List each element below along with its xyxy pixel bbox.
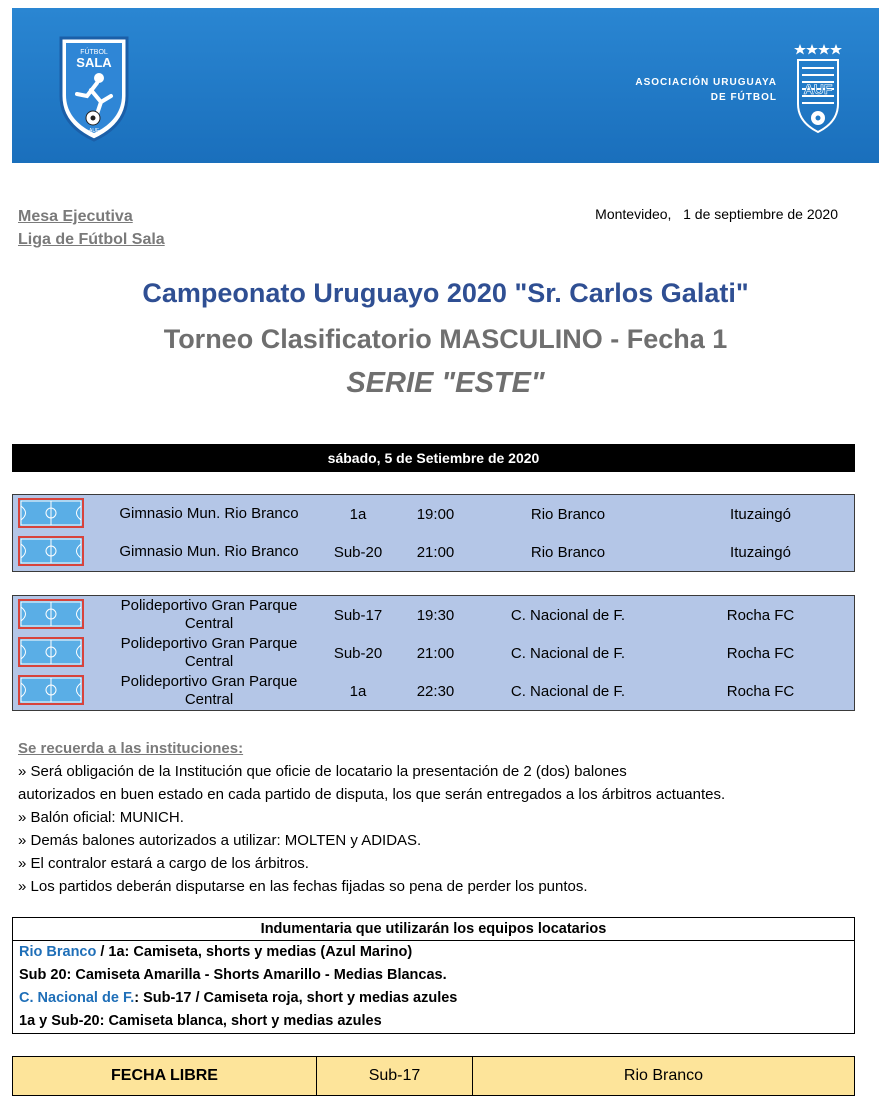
match-row — [13, 533, 854, 571]
court-icon — [18, 675, 84, 705]
home-team-cell: Rio Branco — [530, 505, 606, 523]
home-team-cell: Rio Branco — [530, 543, 606, 561]
time-cell: 21:00 — [416, 644, 455, 662]
uniform-line — [13, 987, 854, 1010]
sender-line-1: Mesa Ejecutiva — [18, 208, 133, 225]
bye-category: Sub-17 — [317, 1057, 473, 1095]
svg-text:SALA: SALA — [76, 55, 112, 70]
time-cell: 19:30 — [416, 606, 455, 624]
category-cell: 1a — [349, 682, 367, 700]
bye-team: Rio Branco — [623, 1067, 704, 1084]
reminder-line: » Los partidos deberán disputarse en las fechas fijadas so pena de perder los puntos. — [18, 878, 588, 895]
reminder-heading: Se recuerda a las instituciones: — [18, 740, 244, 757]
bye-row — [12, 1056, 855, 1096]
court-icon — [18, 637, 84, 667]
auf-crest-icon — [794, 42, 842, 134]
away-team-cell: Ituzaingó — [730, 543, 791, 561]
auf-name-line2: DE FÚTBOL — [710, 92, 777, 103]
match-row — [13, 495, 854, 533]
category-cell: Sub-17 — [333, 606, 383, 624]
court-icon — [18, 498, 84, 528]
svg-text:FÚTBOL: FÚTBOL — [80, 49, 108, 56]
header-banner — [12, 8, 879, 163]
uniform-text: : Sub-17 / Camiseta roja, short y medias azules — [134, 990, 458, 1006]
time-cell: 21:00 — [416, 543, 455, 561]
uniform-line — [13, 1010, 854, 1033]
away-team-cell: Ituzaingó — [730, 505, 791, 523]
venue-cell: Polideportivo Gran Parque Central — [120, 673, 298, 708]
away-team-cell: Rocha FC — [726, 606, 795, 624]
time-cell: 22:30 — [416, 682, 455, 700]
reminder-line: » El contralor estará a cargo de los árbitros. — [18, 855, 309, 872]
time-cell: 19:00 — [416, 505, 455, 523]
uniform-text: / 1a: Camiseta, shorts y medias (Azul Marino) — [96, 944, 413, 960]
away-team-cell: Rocha FC — [726, 644, 795, 662]
away-team-cell: Rocha FC — [726, 682, 795, 700]
category-cell: Sub-20 — [333, 644, 383, 662]
svg-text:AUF: AUF — [803, 81, 833, 97]
uniform-text: Sub 20: Camiseta Amarilla - Shorts Amarillo - Medias Blancas. — [19, 967, 447, 983]
reminder-line: autorizados en buen estado en cada partido de disputa, los que serán entregados a los árbitros actuantes. — [18, 786, 726, 803]
futbol-sala-logo — [57, 34, 131, 144]
venue-cell: Polideportivo Gran Parque Central — [120, 635, 298, 670]
auf-name-line1: ASOCIACIÓN URUGUAYA — [635, 77, 777, 88]
uniforms-heading: Indumentaria que utilizarán los equipos locatarios — [13, 918, 854, 941]
uniform-team: C. Nacional de F. — [19, 990, 135, 1006]
match-row — [13, 634, 854, 672]
uniforms-table — [12, 917, 855, 1034]
reminder-line: » Demás balones autorizados a utilizar: MOLTEN y ADIDAS. — [18, 832, 422, 849]
category-cell: 1a — [349, 505, 367, 523]
championship-title: Campeonato Uruguayo 2020 "Sr. Carlos Galati" — [142, 278, 749, 308]
svg-text:AUF: AUF — [89, 128, 99, 134]
reminder-line: » Será obligación de la Institución que oficie de locatario la presentación de 2 (dos) balones — [18, 763, 627, 780]
court-icon — [18, 599, 84, 629]
home-team-cell: C. Nacional de F. — [510, 682, 626, 700]
venue-cell: Gimnasio Mun. Rio Branco — [119, 543, 299, 560]
court-icon — [18, 536, 84, 566]
match-row — [13, 672, 854, 710]
home-team-cell: C. Nacional de F. — [510, 644, 626, 662]
sender-line-2: Liga de Fútbol Sala — [18, 231, 165, 248]
uniform-team: Rio Branco — [19, 944, 97, 960]
auf-name — [602, 75, 777, 105]
venue-cell: Gimnasio Mun. Rio Branco — [119, 505, 299, 522]
uniform-text: 1a y Sub-20: Camiseta blanca, short y medias azules — [19, 1013, 382, 1029]
dateline: Montevideo, 1 de septiembre de 2020 — [595, 206, 838, 222]
bye-label: FECHA LIBRE — [13, 1057, 317, 1095]
sender-block — [18, 205, 165, 251]
match-group-2 — [12, 595, 855, 711]
uniform-line — [13, 964, 854, 987]
tournament-title: Torneo Clasificatorio MASCULINO - Fecha 1 — [163, 324, 728, 354]
match-group-1 — [12, 494, 855, 572]
reminder-line: » Balón oficial: MUNICH. — [18, 809, 184, 826]
venue-cell: Polideportivo Gran Parque Central — [120, 597, 298, 632]
uniform-line — [13, 941, 854, 964]
home-team-cell: C. Nacional de F. — [510, 606, 626, 624]
match-row — [13, 596, 854, 634]
day-header: sábado, 5 de Setiembre de 2020 — [12, 444, 855, 472]
reminder-section — [18, 737, 858, 898]
series-title: SERIE "ESTE" — [346, 367, 545, 399]
category-cell: Sub-20 — [333, 543, 383, 561]
